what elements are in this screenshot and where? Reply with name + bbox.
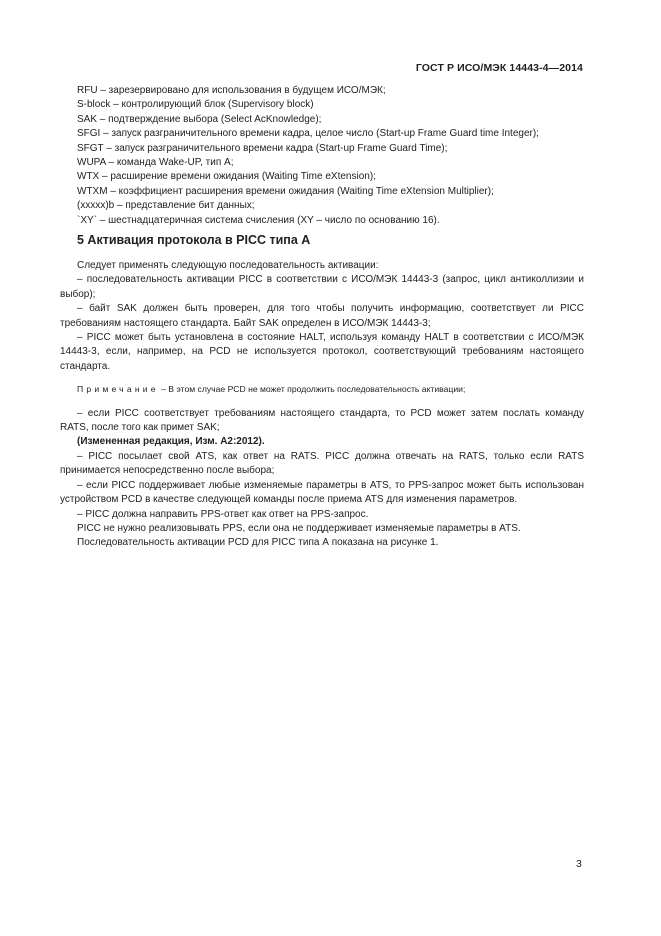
note-label: Примечание: [77, 384, 159, 395]
paragraph: – PICC должна направить PPS-ответ как ответ на PPS-запрос.: [77, 508, 369, 520]
abbreviation-item: `XY` – шестнадцатеричная система счисления (XY – число по основанию 16).: [77, 214, 440, 226]
abbreviation-item: S-block – контролирующий блок (Supervisory block): [77, 99, 314, 111]
page-number: 3: [576, 858, 582, 870]
paragraph: – PICC посылает свой ATS, как ответ на RATS. PICC должна отвечать на RATS, только если RATS принимается непосредственно после выбора;: [60, 450, 584, 477]
abbreviation-item: WUPA – команда Wake-UP, тип А;: [77, 157, 234, 169]
abbreviation-item: SFGI – запуск разграничительного времени кадра, целое число (Start-up Frame Guard time Integer);: [77, 128, 539, 140]
paragraph: – если PICC поддерживает любые изменяемые параметры в ATS, то PPS-запрос может быть использован устройством PCD в качестве следующей команды после приема ATS для изменения параметров.: [60, 479, 584, 506]
paragraph: Последовательность активации PCD для PICC типа А показана на рисунке 1.: [77, 537, 439, 549]
abbreviation-item: SAK – подтверждение выбора (Select AcKnowledge);: [77, 113, 322, 125]
note-text: – В этом случае PCD не может продолжить последовательность активации;: [158, 384, 466, 395]
paragraph: – если PICC соответствует требованиям настоящего стандарта, то PCD может затем послать команду RATS, после того как примет SAK;: [60, 407, 584, 434]
paragraph: PICC не нужно реализовывать PPS, если она не поддерживает изменяемые параметры в ATS.: [77, 522, 521, 534]
abbreviations-list: [77, 84, 587, 228]
paragraph: – последовательность активации PICC в соответствии с ИСО/МЭК 14443-3 (запрос, цикл антиколлизии и выбор);: [60, 274, 584, 300]
amendment-note: (Измененная редакция, Изм. А2:2012).: [77, 436, 265, 448]
section-title: 5 Активация протокола в PICC типа А: [77, 233, 311, 247]
paragraph: – PICC может быть установлена в состояние HALT, используя команду HALT в соответствии с ИСО/МЭК 14443-3, если, например, на PCD не используется протокол, соответствующий требованиям настоящего стандарта.: [60, 332, 584, 372]
section-body: [60, 259, 584, 551]
abbreviation-item: (xxxxx)b – представление бит данных;: [77, 200, 255, 212]
note: [60, 382, 584, 396]
paragraph: – байт SAK должен быть проверен, для того чтобы получить информацию, соответствует ли PICC требованиям настоящего стандарта. Байт SAK определен в ИСО/МЭК 14443-3;: [60, 303, 584, 329]
abbreviation-item: SFGT – запуск разграничительного времени кадра (Start-up Frame Guard Time);: [77, 142, 448, 154]
paragraph: Следует применять следующую последовательность активации:: [77, 260, 379, 271]
abbreviation-item: WTX – расширение времени ожидания (Waiting Time eXtension);: [77, 171, 376, 183]
abbreviation-item: RFU – зарезервировано для использования в будущем ИСО/МЭК;: [77, 85, 386, 96]
document-header: ГОСТ Р ИСО/МЭК 14443-4—2014: [415, 62, 583, 74]
abbreviation-item: WTXM – коэффициент расширения времени ожидания (Waiting Time eXtension Multiplier);: [77, 185, 494, 197]
